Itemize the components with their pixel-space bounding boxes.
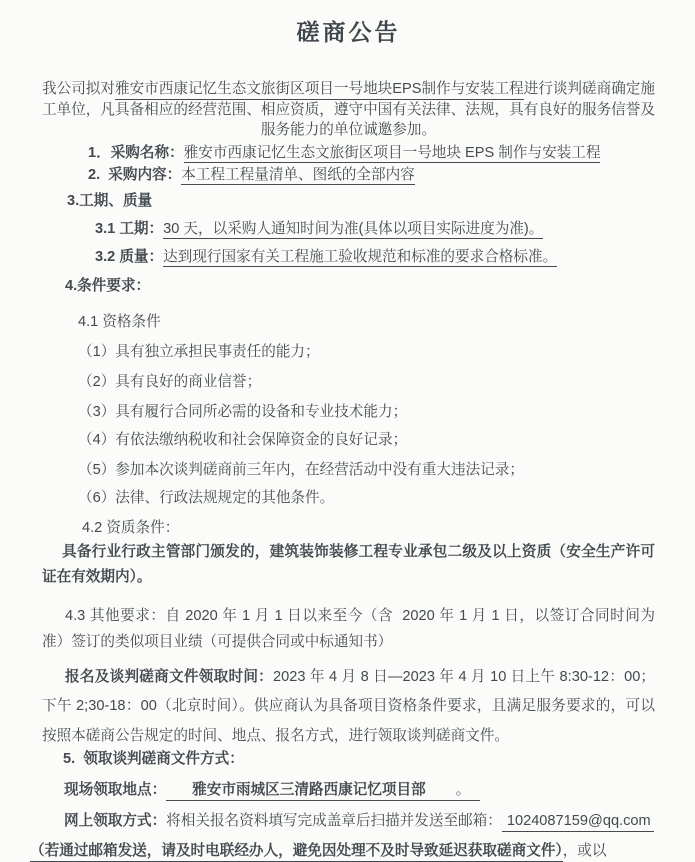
page-title: 磋商公告 [296, 19, 401, 45]
onsite-pickup-label: 现场领取地点： [64, 782, 167, 798]
intro-project-name: 雅安市西康记忆生态文旅街区项目一号地块EPS制作与安装工程 [115, 81, 524, 100]
duration-label: 3.1 工期： [95, 220, 164, 237]
qualification-condition-1: （1）具有独立承担民事责任的能力； [78, 343, 320, 360]
purchase-name-value: 雅安市西康记忆生态文旅街区项目一号地块 EPS 制作与安装工程 [184, 145, 601, 164]
email-note-row [30, 843, 655, 860]
signup-time-label: 报名及谈判磋商文件领取时间： [65, 668, 274, 685]
online-pickup-row [42, 813, 655, 830]
section-5-heading: 5. 领取谈判磋商文件方式： [63, 751, 244, 767]
online-pickup-label: 网上领取方式： [64, 813, 167, 829]
contact-email: 1024087159@qq.com [502, 813, 654, 832]
section-4-2-heading: 4.2 资质条件： [82, 519, 180, 536]
purchase-name-label: 1．采购名称： [88, 144, 184, 161]
quality-row [42, 249, 655, 266]
quality-label: 3.2 质量： [95, 248, 164, 265]
quality-value: 达到现行国家有关工程施工验收规范和标准的要求合格标准。 [163, 249, 557, 268]
other-requirement-text: 4.3 其他要求：自 2020 年 1 月 1 日以来至今（含 2020 年 1 月 1 日，以签订合同时间为准）签订的类似项目业绩（可提供合同或中标通知书） [42, 607, 655, 650]
section-3-heading: 3.工期、质量 [67, 192, 153, 209]
credential-requirement-text: 具备行业行政主管部门颁发的，建筑装饰装修工程专业承包二级及以上资质（安全生产许可证在有效期内）。 [42, 543, 655, 585]
onsite-pickup-period: 。 [455, 782, 471, 798]
email-note-underlined: （若通过邮箱发送，请及时电联经办人，避免因处理不及时导致延迟获取磋商文件） [30, 843, 563, 862]
section-4-heading: 4.条件要求： [65, 277, 151, 294]
signup-time-text: 2023 年 4 月 8 日—2023 年 4 月 10 日上午 8:30-12：00；下午 2;30-18：00（北京时间）。供应商认为具备项目资格条件要求，且满足服务要求的，可以按照本磋商公告规定的时间、地点、报名方式，进行领取谈判磋商文件。 [42, 668, 655, 744]
onsite-pickup-value: 雅安市雨城区三清路西康记忆项目部 [192, 782, 426, 798]
onsite-pickup-row [42, 782, 655, 799]
intro-paragraph [42, 79, 655, 141]
email-note-tail: ，或以 [562, 843, 607, 859]
intro-post-text: 进行谈判磋商确定施工单位，凡具备相应的经营范围、相应资质，遵守中国有关法律、法规，具有良好的服务信誉及服务能力的单位诚邀参加。 [42, 81, 655, 138]
intro-pre-text: 我公司拟对 [42, 81, 115, 97]
qualification-condition-4: （4）有依法缴纳税收和社会保障资金的良好记录； [78, 431, 408, 448]
duration-row [42, 221, 655, 238]
qualification-condition-5: （5）参加本次谈判磋商前三年内，在经营活动中没有重大违法记录； [78, 461, 524, 478]
online-pickup-text: 将相关报名资料填写完成盖章后扫描并发送至邮箱： [166, 813, 502, 829]
purchase-content-row [42, 167, 655, 184]
signup-time-paragraph [42, 663, 655, 752]
qualification-condition-6: （6）法律、行政法规规定的其他条件。 [78, 489, 335, 506]
qualification-condition-3: （3）具有履行合同所必需的设备和专业技术能力； [78, 403, 408, 420]
qualification-condition-2: （2）具有良好的商业信誉； [78, 373, 262, 390]
duration-value: 30 天，以采购人通知时间为准(具体以项目实际进度为准)。 [163, 221, 543, 240]
onsite-pickup-underline [166, 782, 480, 801]
purchase-content-label: 2. 采购内容： [88, 166, 182, 183]
section-4-1-heading: 4.1 资格条件 [78, 313, 161, 330]
purchase-name-row [42, 145, 655, 162]
purchase-content-value: 本工程工程量清单、图纸的全部内容 [181, 167, 415, 186]
